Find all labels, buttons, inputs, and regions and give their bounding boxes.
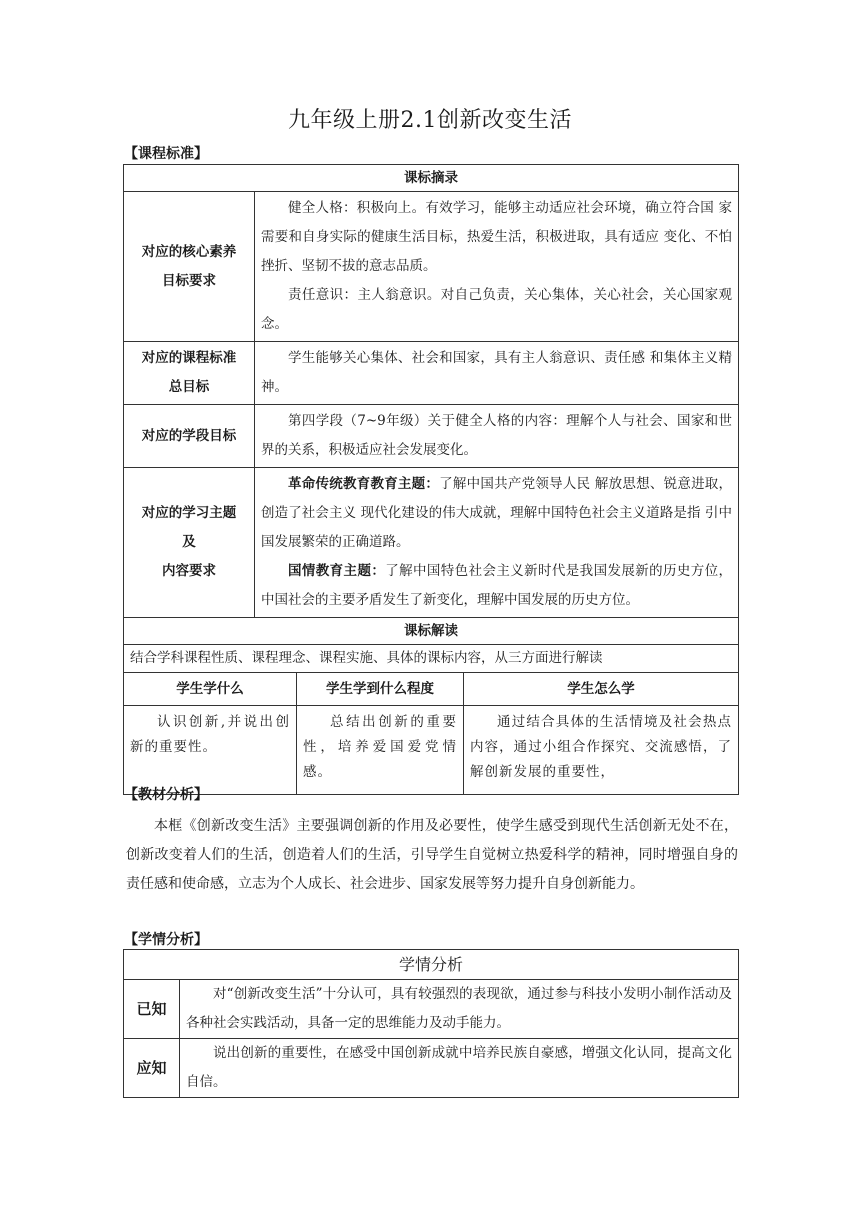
curriculum-standard-table xyxy=(123,164,739,795)
known-text: 对“创新改变生活”十分认可，具有较强烈的表现欲，通过参与科技小发明小制作活动及各种社会实践活动，具备一定的思维能力及动手能力。 xyxy=(186,986,733,1031)
label-line: 及 xyxy=(182,534,196,550)
row-label-learning-theme xyxy=(124,468,255,618)
label-line: 对应的学习主题 xyxy=(141,505,237,521)
interpretation-text: 结合学科课程性质、课程理念、课程实施、具体的课标内容，从三方面进行解读 xyxy=(124,645,739,673)
learning-theme-content xyxy=(255,468,739,618)
cell-text: 通过结合具体的生活情境及社会热点内容，通过小组合作探究、交流感悟，了解创新发展的重要性， xyxy=(470,714,733,780)
textbook-analysis-text: 本框《创新改变生活》主要强调创新的作用及必要性，使学生感受到现代生活创新无处不在，创新改变着人们的生活，创造着人们的生活，引导学生自觉树立热爱科学的精神，同时增强自身的责任感和使命感，立志为个人成长、社会进步、国家发展等努力提升自身创新能力。 xyxy=(126,818,738,892)
theme-title: 国情教育主题： xyxy=(288,563,386,579)
row-label-general-goal xyxy=(124,342,255,405)
section-heading-textbook-analysis: 【教材分析】 xyxy=(124,787,208,803)
row-label-known: 已知 xyxy=(124,980,180,1039)
stage-goal-content xyxy=(255,405,739,468)
learning-theme-p1 xyxy=(261,470,732,557)
row-label-stage-goal xyxy=(124,405,255,468)
section-heading-curriculum-standard: 【课程标准】 xyxy=(124,146,208,162)
excerpt-header: 课标摘录 xyxy=(124,165,739,192)
label-line: 内容要求 xyxy=(162,563,216,579)
cell-text: 认识创新,并说出创新的重要性。 xyxy=(130,714,290,755)
cell-text: 总结出创新的重要性，培养爱国爱党情感。 xyxy=(303,714,457,780)
label-line: 总目标 xyxy=(168,379,210,395)
what-students-learn-cell xyxy=(124,706,297,795)
core-literacy-p2: 责任意识：主人翁意识。对自己负责，关心集体，关心社会，关心国家观念。 xyxy=(261,287,733,332)
theme-title: 革命传统教育教育主题： xyxy=(288,476,440,492)
stage-goal-p1: 第四学段（7~9年级）关于健全人格的内容：理解个人与社会、国家和世界的关系，积极适应社会发展变化。 xyxy=(261,413,733,458)
should-know-content xyxy=(180,1039,739,1098)
row-label-core-literacy xyxy=(124,192,255,342)
column-header: 学生学什么 xyxy=(124,673,297,706)
section-heading-learner-analysis: 【学情分析】 xyxy=(124,932,208,948)
row-label-should-know: 应知 xyxy=(124,1039,180,1098)
page-title: 九年级上册2.1创新改变生活 xyxy=(288,108,572,133)
learner-analysis-table xyxy=(123,949,739,1098)
core-literacy-p1: 健全人格：积极向上。有效学习，能够主动适应社会环境，确立符合国 家需要和自身实际的健康生活目标，热爱生活，积极进取，具有适应 变化、不怕挫折、坚韧不拔的意志品质。 xyxy=(261,200,733,274)
label-line: 目标要求 xyxy=(162,272,216,289)
label-line: 对应的核心素养 xyxy=(141,243,237,260)
learning-theme-p2 xyxy=(261,557,732,615)
interpretation-header: 课标解读 xyxy=(124,618,739,645)
general-goal-p1: 学生能够关心集体、社会和国家，具有主人翁意识、责任感 和集体主义精神。 xyxy=(261,350,733,395)
label-line: 对应的课程标准 xyxy=(141,350,237,366)
how-students-learn-cell xyxy=(464,706,739,795)
learning-level-cell xyxy=(297,706,464,795)
column-header: 学生学到什么程度 xyxy=(297,673,464,706)
theme-text: 了解中国共产党领导人民 解放思想、锐意进取，创造了社会主义 现代化建设的伟大成就，理解中国特色社会主义道路是指 引中国发展繁荣的正确道路。 xyxy=(261,476,733,550)
label-line: 对应的学段目标 xyxy=(141,427,237,444)
column-header: 学生怎么学 xyxy=(464,673,739,706)
learner-analysis-header: 学情分析 xyxy=(124,950,739,980)
general-goal-content xyxy=(255,342,739,405)
theme-text: 了解中国特色社会主义新时代是我国发展新的历史方位，中国社会的主要矛盾发生了新变化，理解中国发展的历史方位。 xyxy=(261,563,733,608)
core-literacy-content xyxy=(255,192,739,342)
known-content xyxy=(180,980,739,1039)
should-know-text: 说出创新的重要性，在感受中国创新成就中培养民族自豪感，增强文化认同，提高文化自信。 xyxy=(186,1045,733,1090)
